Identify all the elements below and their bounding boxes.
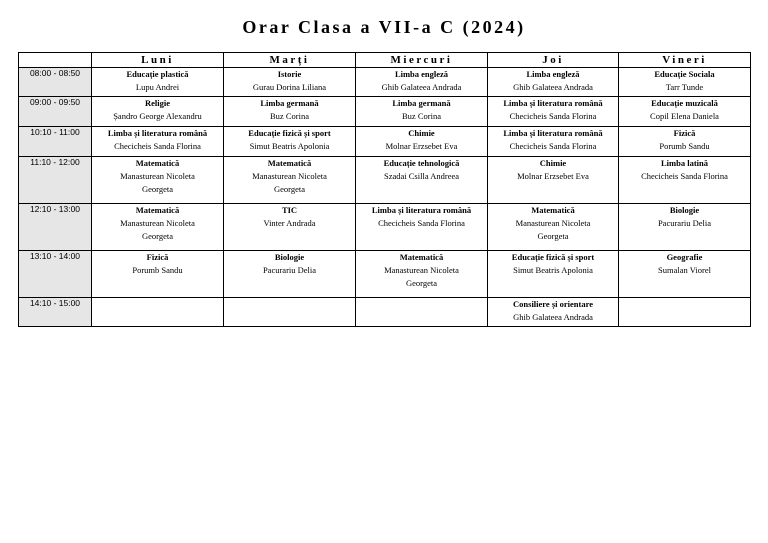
lesson-cell-luni (92, 204, 224, 251)
teacher-name: Checicheis Sanda Florina (641, 171, 728, 181)
subject-name: Biologie (274, 252, 305, 262)
lesson-cell-joi (488, 97, 619, 127)
teacher-name: Porumb Sandu (659, 141, 710, 151)
subject-name: Educație plastică (126, 69, 189, 79)
teacher-name: Checicheis Sanda Florina (509, 111, 597, 121)
subject-name: Matematică (135, 158, 180, 168)
time-slot: 08:00 - 08:50 (19, 68, 92, 97)
teacher-name: Checicheis Sanda Florina (114, 141, 201, 151)
subject-name: Geografie (666, 252, 703, 262)
lesson-cell-miercuri (356, 127, 488, 157)
subject-name: Matematică (135, 205, 180, 215)
lesson-cell-joi (488, 298, 619, 327)
lesson-cell-luni (92, 251, 224, 298)
subject-name: Religie (144, 98, 171, 108)
teacher-name: Tarr Tunde (665, 82, 704, 92)
lesson-cell-vineri (619, 68, 751, 97)
time-slot: 13:10 - 14:00 (19, 251, 92, 298)
teacher-name: Șandro George Alexandru (113, 111, 202, 121)
teacher-name: Ghib Galateea Andrada (513, 82, 593, 92)
lesson-cell-joi (488, 251, 619, 298)
lesson-cell-marti (224, 157, 356, 204)
day-header-marti: Marți (224, 53, 356, 68)
subject-name: Fizică (146, 252, 169, 262)
teacher-name: Lupu Andrei (135, 82, 180, 92)
lesson-cell-miercuri (356, 68, 488, 97)
teacher-name: Checicheis Sanda Florina (378, 218, 465, 228)
lesson-cell-luni (92, 157, 224, 204)
lesson-cell-luni (92, 298, 224, 327)
corner-cell (19, 53, 92, 68)
subject-name: Educație Sociala (654, 69, 715, 79)
teacher-name: Manasturean Nicoleta (120, 171, 195, 181)
day-header-joi: Joi (488, 53, 619, 68)
subject-name: Istorie (277, 69, 302, 79)
subject-name: Limba engleză (394, 69, 449, 79)
subject-name: Matematică (267, 158, 312, 168)
subject-name: Limba germană (392, 98, 451, 108)
teacher-name: Ghib Galateea Andrada (381, 82, 462, 92)
lesson-cell-vineri (619, 127, 751, 157)
lesson-cell-luni (92, 97, 224, 127)
subject-name: Limba engleză (526, 69, 580, 79)
teacher-name-continued: Georgeta (142, 231, 173, 241)
teacher-name-continued: Georgeta (537, 231, 569, 241)
subject-name: Matematică (399, 252, 444, 262)
subject-name: Educație fizică și sport (511, 252, 595, 262)
lesson-cell-marti (224, 251, 356, 298)
time-slot: 10:10 - 11:00 (19, 127, 92, 157)
subject-name: Biologie (669, 205, 700, 215)
lesson-cell-miercuri (356, 251, 488, 298)
subject-name: Educație muzicală (651, 98, 718, 108)
lesson-cell-luni (92, 127, 224, 157)
subject-name: Matematică (531, 205, 575, 215)
subject-name: Consiliere și orientare (513, 299, 593, 309)
timetable-body (19, 68, 751, 327)
teacher-name: Molnar Erzsebet Eva (385, 141, 458, 151)
subject-name: TIC (281, 205, 298, 215)
subject-name: Chimie (539, 158, 567, 168)
lesson-cell-miercuri (356, 97, 488, 127)
lesson-cell-vineri (619, 97, 751, 127)
lesson-cell-miercuri (356, 157, 488, 204)
lesson-cell-joi (488, 204, 619, 251)
lesson-cell-marti (224, 298, 356, 327)
subject-name: Limba și literatura română (107, 128, 208, 138)
day-header-miercuri: Miercuri (356, 53, 488, 68)
lesson-cell-marti (224, 204, 356, 251)
teacher-name: Copil Elena Daniela (650, 111, 719, 121)
subject-name: Chimie (408, 128, 435, 138)
table-row (19, 298, 751, 327)
lesson-cell-marti (224, 127, 356, 157)
timetable (18, 52, 751, 327)
teacher-name: Simut Beatris Apolonia (513, 265, 593, 275)
time-slot: 11:10 - 12:00 (19, 157, 92, 204)
lesson-cell-joi (488, 127, 619, 157)
subject-name: Limba germană (260, 98, 319, 108)
teacher-name: Simut Beatris Apolonia (249, 141, 330, 151)
teacher-name: Manasturean Nicoleta (252, 171, 327, 181)
teacher-name: Manasturean Nicoleta (515, 218, 591, 228)
teacher-name: Ghib Galateea Andrada (513, 312, 593, 322)
subject-name: Educație tehnologică (383, 158, 460, 168)
teacher-name-continued: Georgeta (142, 184, 173, 194)
lesson-cell-marti (224, 97, 356, 127)
table-row (19, 127, 751, 157)
teacher-name: Gurau Dorina Liliana (252, 82, 327, 92)
subject-name: Educație fizică și sport (248, 128, 331, 138)
teacher-name: Checicheis Sanda Florina (509, 141, 597, 151)
lesson-cell-luni (92, 68, 224, 97)
subject-name: Limba și literatura română (371, 205, 472, 215)
teacher-name: Buz Corina (402, 111, 441, 121)
table-row (19, 204, 751, 251)
time-slot: 14:10 - 15:00 (19, 298, 92, 327)
lesson-cell-miercuri (356, 298, 488, 327)
lesson-cell-vineri (619, 204, 751, 251)
table-row (19, 68, 751, 97)
table-row (19, 251, 751, 298)
page-title: Orar Clasa a VII-a C (2024) (242, 17, 526, 37)
teacher-name: Buz Corina (270, 111, 309, 121)
teacher-name: Pacurariu Delia (262, 265, 317, 275)
lesson-cell-vineri (619, 251, 751, 298)
teacher-name: Vinter Andrada (263, 218, 316, 228)
day-header-vineri: Vineri (619, 53, 751, 68)
lesson-cell-vineri (619, 157, 751, 204)
lesson-cell-miercuri (356, 204, 488, 251)
teacher-name: Porumb Sandu (132, 265, 183, 275)
subject-name: Limba și literatura română (503, 128, 603, 138)
header-row (19, 53, 751, 68)
time-slot: 09:00 - 09:50 (19, 97, 92, 127)
table-row (19, 97, 751, 127)
teacher-name: Manasturean Nicoleta (384, 265, 459, 275)
teacher-name: Szadai Csilla Andreea (383, 171, 460, 181)
teacher-name-continued: Georgeta (406, 278, 437, 288)
subject-name: Fizică (673, 128, 696, 138)
teacher-name-continued: Georgeta (274, 184, 305, 194)
table-row (19, 157, 751, 204)
lesson-cell-marti (224, 68, 356, 97)
subject-name: Limba latină (661, 158, 708, 168)
teacher-name: Sumalan Viorel (658, 265, 711, 275)
subject-name: Limba și literatura română (503, 98, 603, 108)
teacher-name: Molnar Erzsebet Eva (517, 171, 589, 181)
lesson-cell-vineri (619, 298, 751, 327)
teacher-name: Pacurariu Delia (657, 218, 712, 228)
teacher-name: Manasturean Nicoleta (120, 218, 195, 228)
time-slot: 12:10 - 13:00 (19, 204, 92, 251)
lesson-cell-joi (488, 68, 619, 97)
lesson-cell-joi (488, 157, 619, 204)
day-header-luni: Luni (92, 53, 224, 68)
